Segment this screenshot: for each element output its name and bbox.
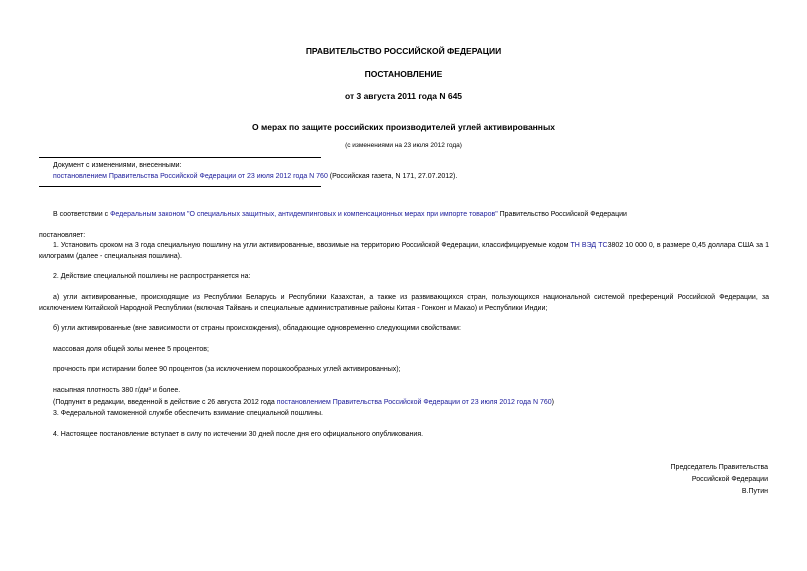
property-abrasion: прочность при истирании более 90 процентов (за исключением порошкообразных углей активированных); bbox=[53, 366, 401, 373]
paragraph-3: 3. Федеральной таможенной службе обеспечить взимание специальной пошлины. bbox=[53, 410, 323, 417]
intro-text: В соответствии с bbox=[53, 211, 111, 218]
amend-tail: ) bbox=[551, 399, 554, 406]
p1-tail: 3802 10 000 0, в размере 0,45 доллара США за 1 килограмм (далее - специальная пошлина). bbox=[39, 242, 769, 260]
paragraph-2: 2. Действие специальной пошлины не распространяется на: bbox=[53, 273, 251, 280]
paragraph-b: б) угли активированные (вне зависимости от страны происхождения), обладающие одновременно следующими свойствами: bbox=[53, 325, 461, 332]
gov-heading: ПРАВИТЕЛЬСТВО РОССИЙСКОЙ ФЕДЕРАЦИИ bbox=[305, 46, 502, 56]
paragraph-a: а) угли активированные, происходящие из Республики Беларусь и Республики Казахстан, а также из развивающихся стран, пользующихся национальной системой преференций Российской Федерации, за исключением Китайской Народной Республики (включая Тайвань и специальные административные районы Китая - Гонконг и Макао) и Республики Индии; bbox=[39, 294, 769, 312]
signer-country: Российской Федерации bbox=[691, 476, 768, 483]
property-ash: массовая доля общей золы менее 5 процентов; bbox=[53, 346, 209, 353]
note-line: Документ с изменениями, внесенными: bbox=[53, 162, 182, 169]
note-source: (Российская газета, N 171, 27.07.2012). bbox=[327, 173, 458, 180]
note-link[interactable]: постановлением Правительства Российской Федерации от 23 июля 2012 года N 760 bbox=[53, 173, 328, 180]
amendment-paragraph bbox=[39, 397, 769, 408]
paragraph-4: 4. Настоящее постановление вступает в силу по истечении 30 дней после дня его официального опубликования. bbox=[53, 431, 424, 438]
note-source-line bbox=[53, 171, 783, 182]
property-density: насыпная плотность 380 г/дм³ и более. bbox=[53, 387, 181, 394]
federal-law-link[interactable]: Федеральным законом "О специальных защитных, антидемпинговых и компенсационных мерах при импорте товаров" bbox=[110, 211, 498, 218]
intro-paragraph bbox=[39, 209, 769, 220]
doc-date: от 3 августа 2011 года N 645 bbox=[344, 91, 463, 101]
p1-text: 1. Установить сроком на 3 года специальную пошлину на угли активированные, ввозимые на территорию Российской Федерации, классифицируемые кодом bbox=[53, 242, 571, 249]
paragraph-1 bbox=[39, 240, 769, 262]
amend-link[interactable]: постановлением Правительства Российской Федерации от 23 июля 2012 года N 760 bbox=[276, 399, 552, 406]
intro-tail: Правительство Российской Федерации bbox=[497, 211, 627, 218]
tn-ved-link[interactable]: ТН ВЭД ТС bbox=[570, 242, 608, 249]
decree-word: постановляет: bbox=[39, 232, 86, 239]
changes-note: (с изменениями на 23 июля 2012 года) bbox=[345, 142, 462, 149]
note-rule-bottom bbox=[39, 186, 321, 187]
note-rule-top bbox=[39, 157, 321, 158]
doc-title: О мерах по защите российских производителей углей активированных bbox=[252, 122, 555, 132]
amendment-note bbox=[53, 160, 783, 182]
signer-name: В.Путин bbox=[741, 488, 768, 495]
signer-title: Председатель Правительства bbox=[670, 464, 768, 471]
doc-type-heading: ПОСТАНОВЛЕНИЕ bbox=[364, 69, 443, 79]
signature-block bbox=[671, 462, 768, 498]
amend-text: (Подпункт в редакции, введенной в действие с 26 августа 2012 года bbox=[53, 399, 277, 406]
